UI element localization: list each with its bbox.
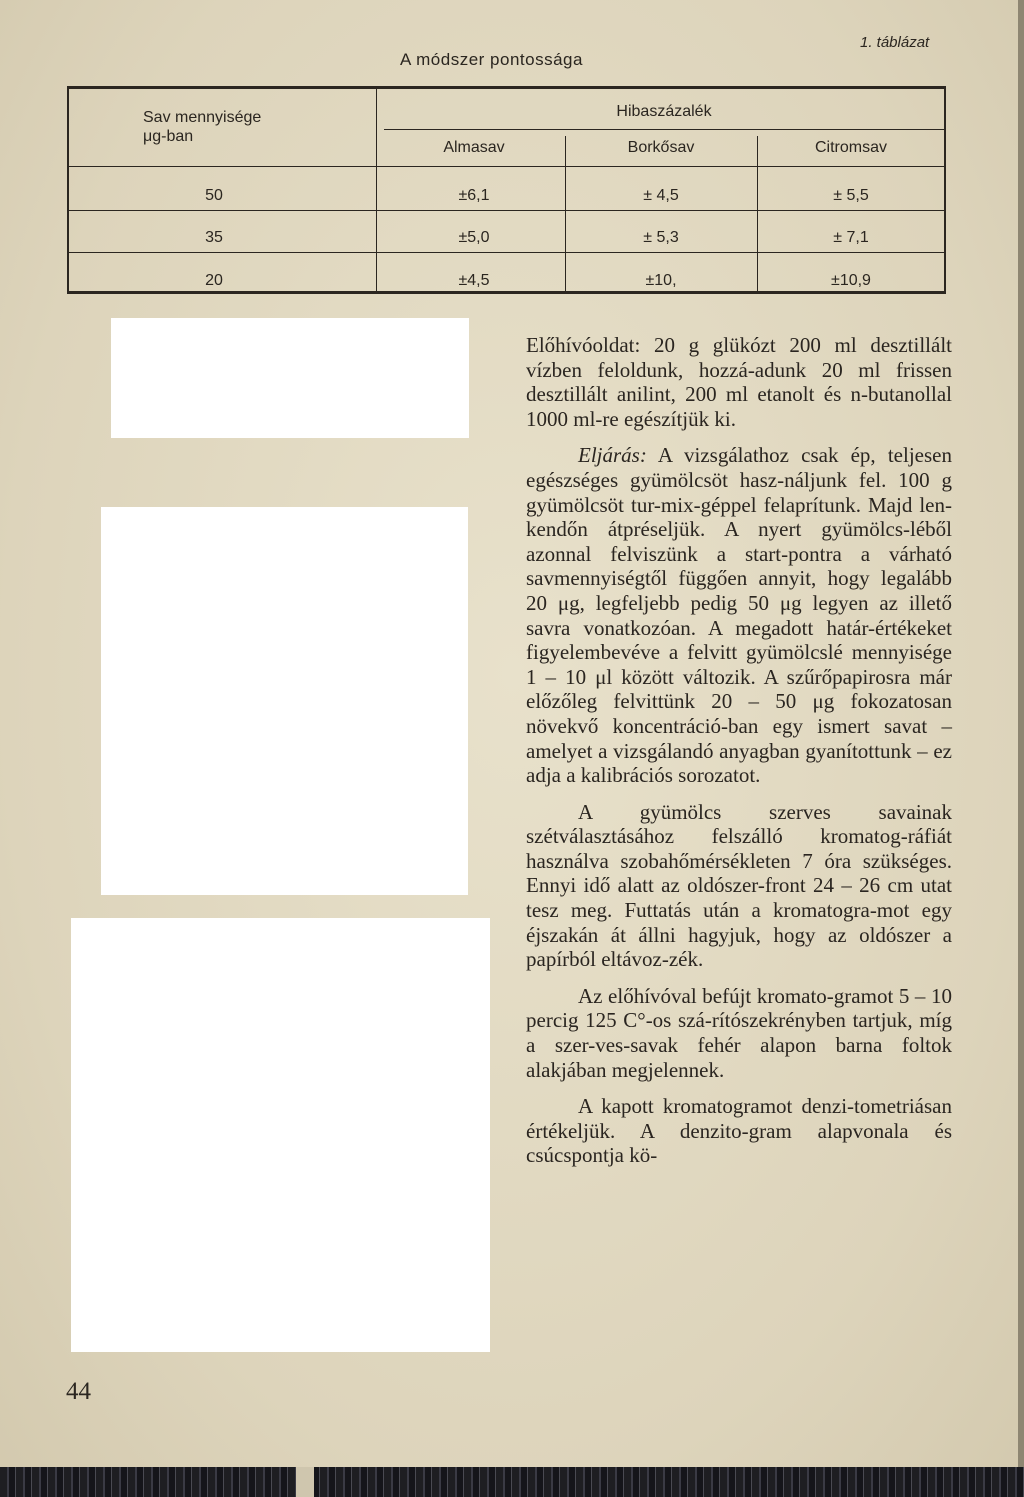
redacted-figure-2 bbox=[101, 507, 468, 895]
body-text-column bbox=[526, 333, 952, 1168]
paragraph-developer: Előhívóoldat: 20 g glükózt 200 ml desztillált vízben feloldunk, hozzá-adunk 20 ml frissen desztillált anilint, 200 ml etanolt és n-butanollal 1000 ml-re egészítjük ki. bbox=[526, 333, 952, 431]
procedure-label: Eljárás: bbox=[578, 443, 647, 468]
redacted-figure-3 bbox=[71, 918, 490, 1352]
row-header-unit: μg-ban bbox=[143, 128, 194, 145]
paragraph-procedure bbox=[526, 443, 952, 787]
table-cell: ± 5,3 bbox=[643, 229, 679, 246]
table-cell: ± 4,5 bbox=[643, 187, 679, 204]
column-header: Citromsav bbox=[814, 139, 887, 156]
table-divider bbox=[376, 89, 377, 294]
table-divider bbox=[69, 252, 944, 253]
column-header: Borkősav bbox=[627, 139, 695, 156]
table-number-label: 1. táblázat bbox=[860, 34, 930, 51]
scan-strip-gap bbox=[296, 1467, 314, 1497]
procedure-text: A vizsgálathoz csak ép, teljesen egészséges gyümölcsöt hasz-náljunk fel. 100 g gyümölcsöt tur-mix-géppel felaprítunk. Majd len-kendőn átpréseljük. A nyert gyümölcs-léből azonnal felviszünk a start-pontra a várható savmennyiségtől függően annyit, hogy legalább 20 μg, legfeljebb pedig 50 μg legyen az illető savra vonatkozóan. A megadott határ-értékeket figyelembevéve a felvitt gyümölcslé mennyisége 1 – 10 μl között változik. A szűrőpapirosra már előzőleg felvittünk 20 – 50 μg fokozatosan növekvő koncentráció-ban egy ismert savat – amelyet a vizsgálandó anyagban gyanítottunk – ez adja a kalibrációs sorozatot. bbox=[526, 443, 952, 788]
scan-edge bbox=[1018, 0, 1024, 1497]
table-divider bbox=[69, 166, 944, 167]
table-divider bbox=[757, 136, 758, 294]
page-number: 44 bbox=[66, 1378, 91, 1405]
table-cell: ± 5,5 bbox=[833, 187, 869, 204]
table-cell: ±4,5 bbox=[458, 272, 490, 289]
table-divider bbox=[69, 210, 944, 211]
paragraph-drying: Az előhívóval befújt kromato-gramot 5 – 10 percig 125 C°-os szá-rítószekrényben tartjuk, míg a szer-ves-savak fehér alapon barna foltok alakjában megjelennek. bbox=[526, 983, 952, 1082]
table-cell: ±5,0 bbox=[458, 229, 490, 246]
table-cell-amount: 35 bbox=[205, 229, 223, 246]
column-header: Almasav bbox=[443, 139, 505, 156]
group-header: Hibaszázalék bbox=[616, 103, 712, 120]
table-cell: ±10,9 bbox=[831, 272, 871, 289]
row-header-line: Sav mennyisége bbox=[143, 109, 262, 126]
redacted-figure-1 bbox=[111, 318, 469, 438]
table-cell: ±10, bbox=[645, 272, 677, 289]
table-cell-amount: 20 bbox=[205, 272, 223, 289]
table-title: A módszer pontossága bbox=[400, 50, 583, 69]
table-cell: ±6,1 bbox=[458, 187, 490, 204]
paragraph-separation: A gyümölcs szerves savainak szétválasztásához felszálló kromatog-ráfiát használva szobahőmérsékleten 7 óra szükséges. Ennyi idő alatt az oldószer-front 24 – 26 cm utat tesz meg. Futtatás után a kromatogra-mot egy éjszakán át állni hagyjuk, hogy az oldószer a papírból eltávoz-zék. bbox=[526, 799, 952, 972]
row-header bbox=[109, 108, 329, 146]
paragraph-evaluation: A kapott kromatogramot denzi-tometriásan értékeljük. A denzito-gram alapvonala és csúcspontja kö- bbox=[526, 1094, 952, 1168]
table-divider bbox=[384, 129, 944, 130]
table-cell-amount: 50 bbox=[205, 187, 223, 204]
scan-bottom-strip bbox=[0, 1467, 1024, 1497]
table-cell: ± 7,1 bbox=[833, 229, 869, 246]
accuracy-table bbox=[67, 86, 946, 294]
table-divider bbox=[565, 136, 566, 294]
